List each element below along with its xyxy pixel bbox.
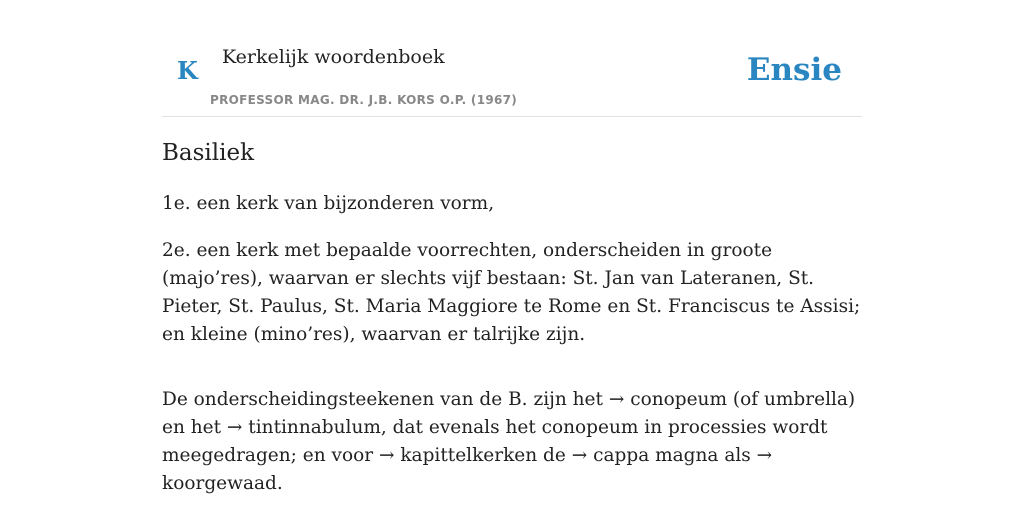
notes-text: (of umbrella) en het — [162, 389, 856, 438]
ref-link-conopeum[interactable]: → conopeum — [608, 389, 728, 410]
author-credit: PROFESSOR MAG. DR. J.B. KORS O.P. (1967) — [210, 93, 518, 107]
entry-headword: Basiliek — [162, 140, 255, 166]
notes-text: De onderscheidingsteekenen van de B. zijn het — [162, 389, 609, 410]
ref-link-kapittelkerken[interactable]: → kapittelkerken — [378, 445, 538, 466]
notes-text: , dat evenals het conopeum in processies wordt meegedragen; en voor — [162, 417, 828, 466]
ensie-logo[interactable]: Ensie — [746, 52, 842, 88]
entry-body — [162, 190, 862, 517]
ref-link-cappa-magna[interactable]: → cappa magna — [571, 445, 719, 466]
book-logo-icon[interactable]: K — [177, 56, 198, 85]
ref-link-koorgewaad[interactable]: → koorgewaad — [162, 445, 773, 494]
page-container — [162, 0, 862, 494]
definition-1: 1e. een kerk van bijzonderen vorm, — [162, 193, 495, 214]
ref-link-tintinnabulum[interactable]: → tintinnabulum — [226, 417, 381, 438]
notes-text: . — [276, 473, 283, 494]
definition-notes — [162, 386, 862, 498]
definition-2: 2e. een kerk met bepaalde voorrechten, onderscheiden in groote (majo’res), waarvan er slechts vijf bestaan: St. Jan van Lateranen, St. Pieter, St. Paulus, St. Maria Maggiore te Rome en St. Franciscus te Assisi; en kleine (mino’res), waarvan er talrijke zijn. — [162, 240, 861, 345]
book-title-link[interactable]: Kerkelijk woordenboek — [222, 46, 445, 68]
header — [162, 0, 862, 117]
notes-text: de — [537, 445, 572, 466]
notes-text: als — [718, 445, 757, 466]
